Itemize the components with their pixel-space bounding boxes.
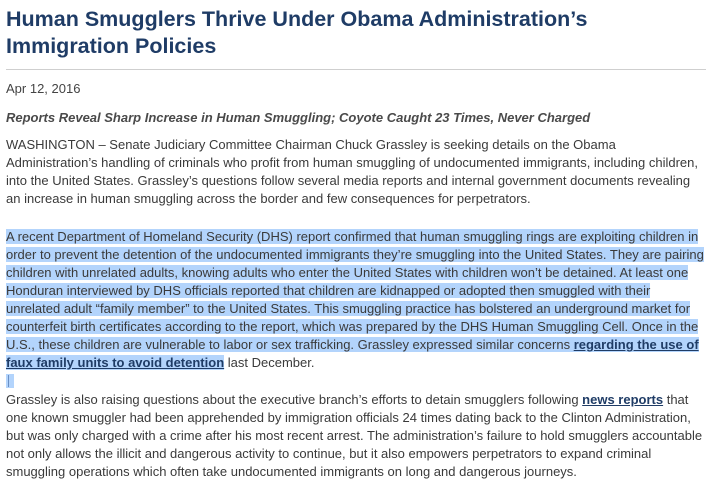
faux-family-units-link[interactable]: regarding the use of faux family units to avoid detention [6,337,699,370]
selected-text[interactable] [6,229,704,370]
article-date: Apr 12, 2016 [6,81,81,96]
news-reports-link[interactable]: news reports [582,392,664,407]
article-title: Human Smugglers Thrive Under Obama Administration’s Immigration Policies [6,7,588,58]
article-subhead: Reports Reveal Sharp Increase in Human Smuggling; Coyote Caught 23 Times, Never Charged [6,110,591,125]
paragraph-2-text: A recent Department of Homeland Security (DHS) report confirmed that human smuggling rings are exploiting children in order to prevent the detention of the undocumented immigrants they’re smuggling into the United States. They are pairing children with unrelated adults, knowing adults who enter the United States with children won’t be detained. At least one Honduran interviewed by DHS officials reported that children are kidnapped or adopted then smuggled with their unrelated adult “family member” to the United States. This smuggling practice has bolstered an underground market for counterfeit birth certificates according to the report, which was prepared by the DHS Human Smuggling Cell. Once in the U.S., these children are vulnerable to labor or sex trafficking. Grassley expressed similar concerns [6,229,704,352]
paragraph-2-selected[interactable] [6,228,706,372]
paragraph-3 [6,391,706,481]
title-divider [6,69,706,70]
paragraph-3-lead: Grassley is also raising questions about the executive branch’s efforts to detain smugglers following [6,392,583,407]
paragraph-3-rest: that one known smuggler had been apprehended by immigration officials 24 times dating back to the Clinton Administration, but was only charged with a crime after his most recent arrest. The administration’s failure to hold smugglers accountable not only allows the illicit and dangerous activity to continue, but it also empowers perpetrators to expand criminal smuggling operations which often take undocumented immigrants on long and dangerous journeys. [6,392,703,479]
paragraph-1: WASHINGTON – Senate Judiciary Committee Chairman Chuck Grassley is seeking details on the Obama Administration’s handling of criminals who profit from human smuggling of undocumented immigrants, including children, into the United States. Grassley’s questions follow several media reports and internal government documents revealing an increase in human smuggling across the border and few consequences for perpetrators. [6,137,698,206]
text-cursor [6,374,14,388]
paragraph-2-tail: last December. [224,355,315,370]
